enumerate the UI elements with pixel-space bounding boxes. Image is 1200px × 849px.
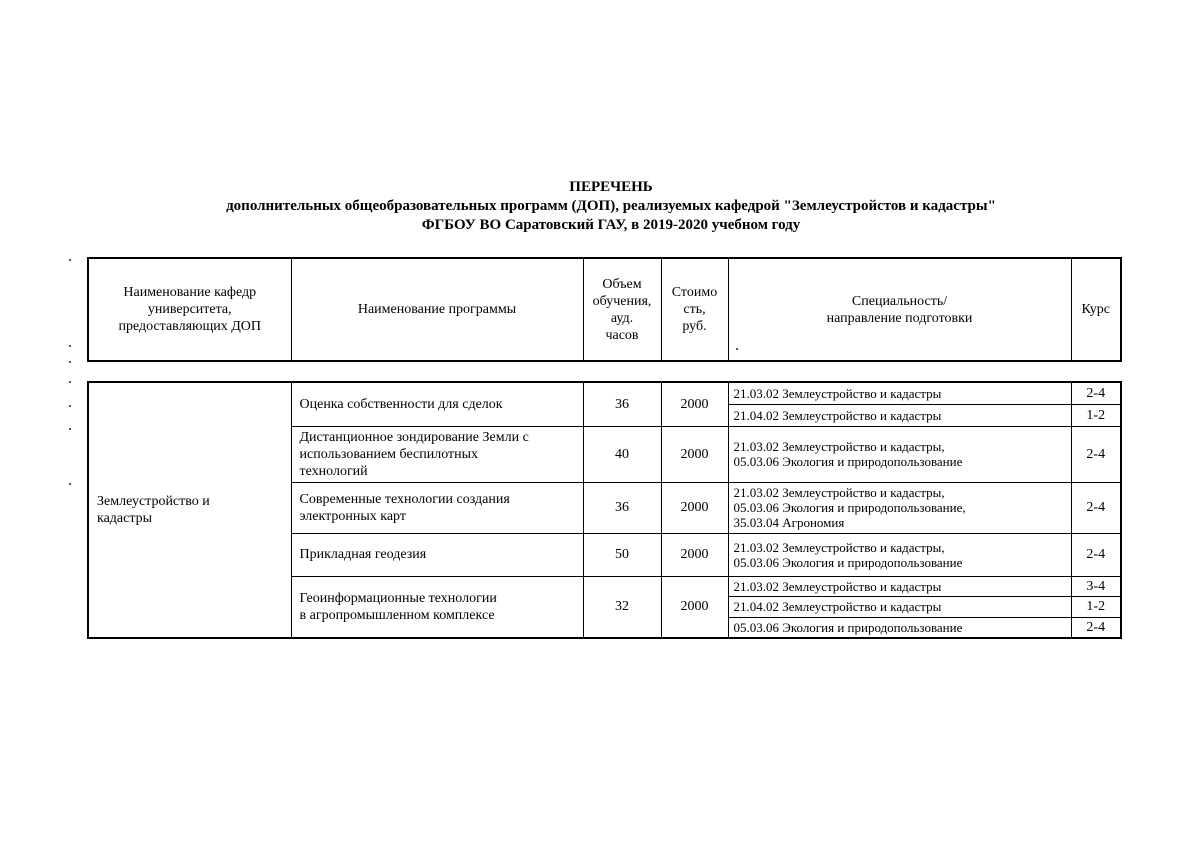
- program-course: 2-4: [1071, 533, 1121, 576]
- margin-dot: [69, 259, 71, 261]
- program-name: [291, 482, 583, 533]
- header-text: часов: [605, 327, 639, 343]
- program-hours: 40: [583, 426, 661, 482]
- margin-dot: [69, 405, 71, 407]
- program-cost: 2000: [661, 382, 728, 426]
- department-text: Землеустройство и: [97, 494, 210, 509]
- header-text: Наименование кафедр: [123, 285, 257, 300]
- program-specialty: [728, 617, 1071, 638]
- program-name-line: Оценка собственности для сделок: [299, 396, 503, 412]
- header-hours: [583, 258, 661, 361]
- program-name-line: в агропромышленном комплексе: [299, 607, 495, 623]
- specialty-line: 21.03.02 Землеустройство и кадастры,: [733, 439, 945, 454]
- header-text: сть,: [683, 302, 706, 317]
- program-name-line: технологий: [299, 463, 368, 479]
- margin-dot: [69, 381, 71, 383]
- table-row: [88, 382, 1121, 404]
- program-name: [291, 382, 583, 426]
- margin-dot: [69, 345, 71, 347]
- program-name-line: Геоинформационные технологии: [299, 590, 497, 606]
- header-cost: [661, 258, 728, 361]
- department-text: кадастры: [97, 511, 153, 526]
- program-name-line: Современные технологии создания: [299, 491, 510, 507]
- header-program: Наименование программы: [291, 258, 583, 361]
- specialty-line: 05.03.06 Экология и природопользование,: [733, 500, 966, 515]
- program-hours: 36: [583, 482, 661, 533]
- program-cost: 2000: [661, 482, 728, 533]
- header-text: направление подготовки: [826, 310, 973, 326]
- program-hours: 32: [583, 576, 661, 638]
- header-text: предоставляющих ДОП: [118, 319, 262, 334]
- program-name-line: Дистанционное зондирование Земли с: [299, 429, 529, 445]
- program-course: 1-2: [1071, 596, 1121, 617]
- document-title: [0, 178, 1200, 235]
- department-cell: [88, 382, 291, 638]
- header-department: [88, 258, 291, 361]
- program-cost: 2000: [661, 426, 728, 482]
- program-course: 3-4: [1071, 576, 1121, 596]
- program-specialty: [728, 404, 1071, 426]
- specialty-line: 21.03.02 Землеустройство и кадастры: [733, 578, 942, 594]
- specialty-line: 05.03.06 Экология и природопользование: [733, 554, 963, 570]
- program-hours: 36: [583, 382, 661, 426]
- program-course: 2-4: [1071, 382, 1121, 404]
- specialty-line: 05.03.06 Экология и природопользование: [733, 454, 963, 469]
- header-course: Курс: [1071, 258, 1121, 361]
- header-table: [87, 257, 1122, 362]
- header-text: обучения,: [592, 293, 652, 309]
- title-line-3: ФГБОУ ВО Саратовский ГАУ, в 2019-2020 учебном году: [421, 217, 801, 233]
- specialty-line: 21.04.02 Землеустройство и кадастры: [733, 599, 942, 614]
- program-specialty: [728, 482, 1071, 533]
- program-cost: 2000: [661, 533, 728, 576]
- header-text: Объем: [602, 276, 642, 292]
- specialty-line: 21.03.02 Землеустройство и кадастры,: [733, 539, 945, 555]
- header-specialty: [728, 258, 1071, 361]
- program-name: [291, 426, 583, 482]
- program-course: 1-2: [1071, 404, 1121, 426]
- program-name-line: использованием беспилотных: [299, 446, 479, 462]
- program-specialty: [728, 426, 1071, 482]
- program-specialty: [728, 576, 1071, 596]
- header-text: руб.: [682, 319, 707, 334]
- program-specialty: [728, 382, 1071, 404]
- header-text: ауд.: [610, 310, 634, 326]
- header-text: Стоимо: [671, 285, 718, 300]
- program-name: [291, 533, 583, 576]
- title-line-2: дополнительных общеобразовательных программ (ДОП), реализуемых кафедрой "Землеустройстов и кадастры": [226, 198, 996, 214]
- programs-table: [87, 381, 1122, 639]
- program-name: [291, 576, 583, 638]
- program-name-line: электронных карт: [299, 508, 406, 524]
- specialty-line: 35.03.04 Агрономия: [733, 515, 845, 530]
- margin-dot: [69, 483, 71, 485]
- program-name-line: Прикладная геодезия: [299, 547, 427, 562]
- specialty-line: 21.03.02 Землеустройство и кадастры,: [733, 485, 945, 500]
- header-text: Специальность/: [851, 293, 948, 309]
- margin-dot: [69, 428, 71, 430]
- specialty-line: 21.04.02 Землеустройство и кадастры: [733, 407, 942, 423]
- program-specialty: [728, 596, 1071, 617]
- program-specialty: [728, 533, 1071, 576]
- specialty-line: 21.03.02 Землеустройство и кадастры: [733, 385, 942, 401]
- program-course: 2-4: [1071, 617, 1121, 638]
- header-text: университета,: [147, 302, 232, 317]
- specialty-line: 05.03.06 Экология и природопользование: [733, 619, 963, 635]
- margin-dot: [69, 361, 71, 363]
- program-course: 2-4: [1071, 482, 1121, 533]
- program-hours: 50: [583, 533, 661, 576]
- program-cost: 2000: [661, 576, 728, 638]
- title-line-1: ПЕРЕЧЕНЬ: [569, 179, 653, 195]
- program-course: 2-4: [1071, 426, 1121, 482]
